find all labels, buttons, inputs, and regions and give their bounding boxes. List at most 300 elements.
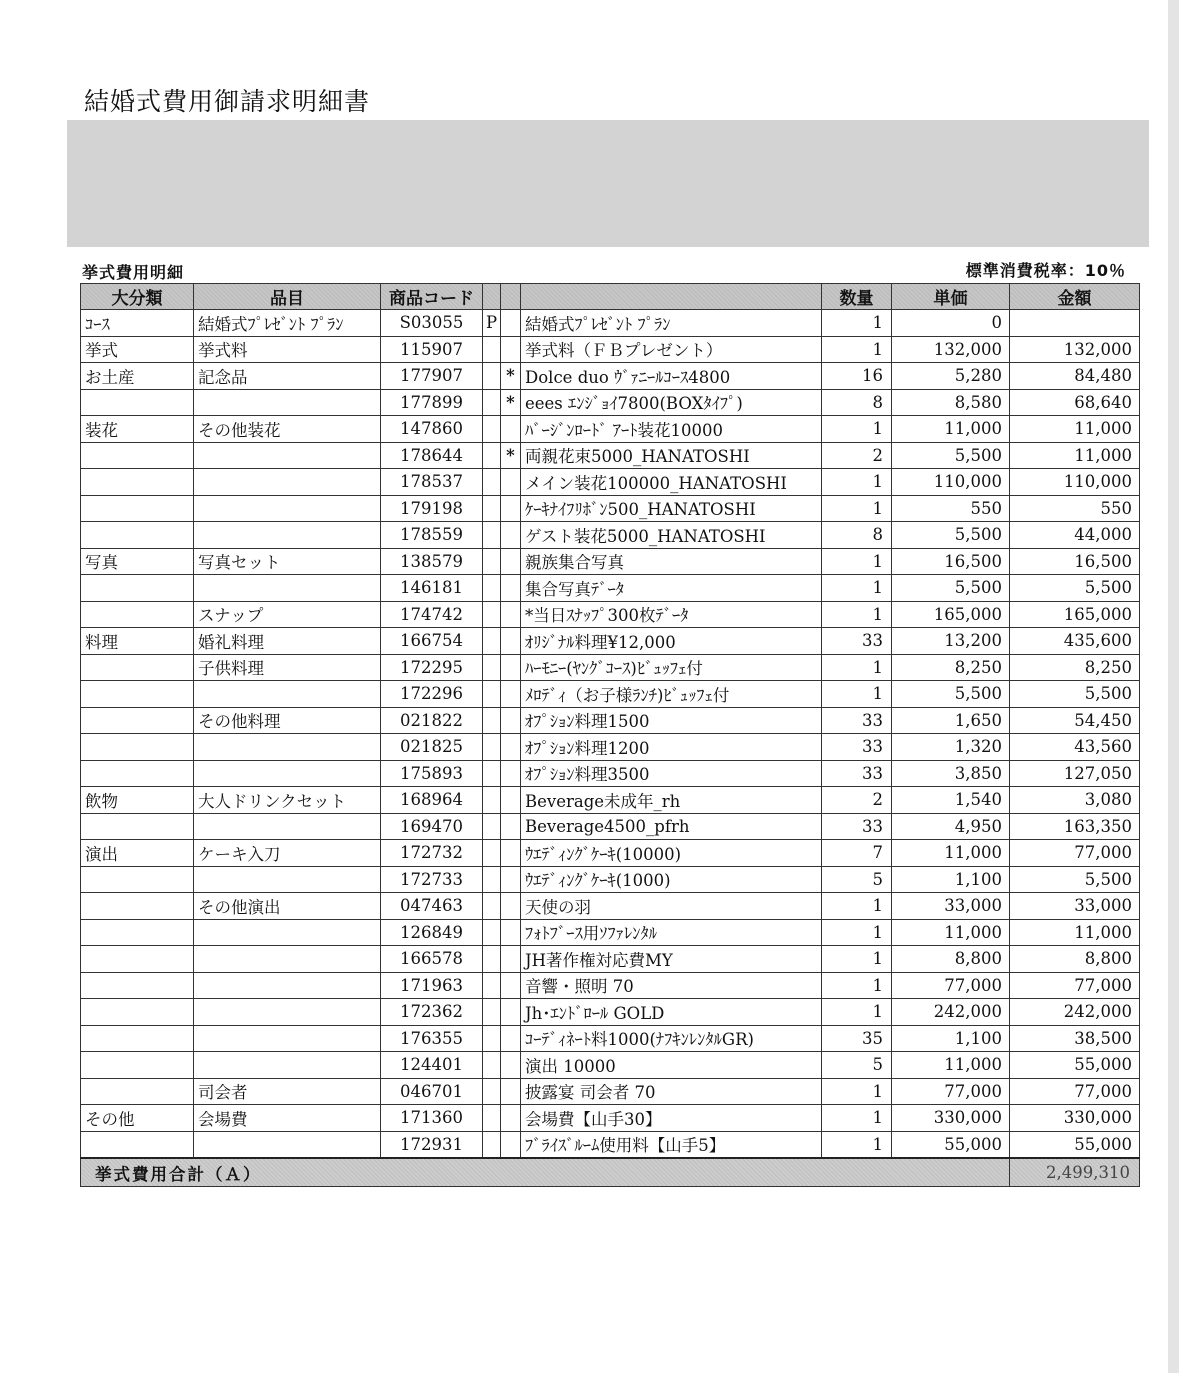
item-cell: 写真セット bbox=[194, 548, 381, 575]
item-cell: 司会者 bbox=[194, 1078, 381, 1105]
mark-cell bbox=[501, 310, 521, 337]
p-flag-cell bbox=[483, 681, 501, 708]
table-header-row bbox=[81, 284, 1140, 310]
amount-cell: 3,080 bbox=[1010, 787, 1140, 814]
document-title: 結婚式費用御請求明細書 bbox=[84, 87, 371, 116]
mark-cell bbox=[501, 416, 521, 443]
mark-cell bbox=[501, 601, 521, 628]
product-name-cell: ｺｰﾃﾞｨﾈｰﾄ料1000(ﾅﾌｷﾝﾚﾝﾀﾙGR) bbox=[521, 1025, 822, 1052]
major-category-cell bbox=[81, 919, 194, 946]
total-label: 挙式費用合計（Ａ） bbox=[81, 1158, 1010, 1187]
amount-cell: 84,480 bbox=[1010, 363, 1140, 390]
p-flag-cell bbox=[483, 363, 501, 390]
table-row bbox=[81, 654, 1140, 681]
item-cell bbox=[194, 1052, 381, 1079]
mark-cell bbox=[501, 919, 521, 946]
item-cell: 婚礼料理 bbox=[194, 628, 381, 655]
mark-cell bbox=[501, 681, 521, 708]
amount-cell: 68,640 bbox=[1010, 389, 1140, 416]
unit-price-cell: 5,500 bbox=[892, 681, 1010, 708]
amount-cell: 110,000 bbox=[1010, 469, 1140, 496]
major-category-cell bbox=[81, 389, 194, 416]
major-category-cell bbox=[81, 813, 194, 840]
p-flag-cell bbox=[483, 1052, 501, 1079]
amount-cell: 165,000 bbox=[1010, 601, 1140, 628]
quantity-cell: 1 bbox=[822, 601, 892, 628]
product-name-cell: 親族集合写真 bbox=[521, 548, 822, 575]
p-flag-cell: P bbox=[483, 310, 501, 337]
amount-cell: 11,000 bbox=[1010, 919, 1140, 946]
quantity-cell: 16 bbox=[822, 363, 892, 390]
item-cell bbox=[194, 760, 381, 787]
unit-price-cell: 110,000 bbox=[892, 469, 1010, 496]
quantity-cell: 1 bbox=[822, 654, 892, 681]
product-code-cell: 166578 bbox=[381, 946, 483, 973]
p-flag-cell bbox=[483, 866, 501, 893]
major-category-cell bbox=[81, 893, 194, 920]
unit-price-cell: 1,100 bbox=[892, 1025, 1010, 1052]
product-code-cell: 146181 bbox=[381, 575, 483, 602]
header-quantity: 数量 bbox=[822, 284, 892, 310]
table-row bbox=[81, 442, 1140, 469]
mark-cell bbox=[501, 840, 521, 867]
item-cell: スナップ bbox=[194, 601, 381, 628]
p-flag-cell bbox=[483, 469, 501, 496]
major-category-cell: ｺｰｽ bbox=[81, 310, 194, 337]
mark-cell bbox=[501, 946, 521, 973]
amount-cell: 127,050 bbox=[1010, 760, 1140, 787]
table-row bbox=[81, 1052, 1140, 1079]
item-cell bbox=[194, 389, 381, 416]
amount-cell: 435,600 bbox=[1010, 628, 1140, 655]
quantity-cell: 8 bbox=[822, 389, 892, 416]
header-blank-mark bbox=[501, 284, 521, 310]
unit-price-cell: 1,100 bbox=[892, 866, 1010, 893]
mark-cell bbox=[501, 1131, 521, 1158]
amount-cell: 77,000 bbox=[1010, 840, 1140, 867]
major-category-cell bbox=[81, 760, 194, 787]
major-category-cell bbox=[81, 681, 194, 708]
major-category-cell bbox=[81, 601, 194, 628]
product-code-cell: 126849 bbox=[381, 919, 483, 946]
unit-price-cell: 4,950 bbox=[892, 813, 1010, 840]
p-flag-cell bbox=[483, 707, 501, 734]
unit-price-cell: 11,000 bbox=[892, 840, 1010, 867]
item-cell bbox=[194, 813, 381, 840]
item-cell bbox=[194, 946, 381, 973]
product-name-cell: Dolce duo ｳﾞｧﾆｰﾙｺｰｽ4800 bbox=[521, 363, 822, 390]
quantity-cell: 1 bbox=[822, 1078, 892, 1105]
product-code-cell: 166754 bbox=[381, 628, 483, 655]
quantity-cell: 5 bbox=[822, 866, 892, 893]
table-row bbox=[81, 416, 1140, 443]
product-name-cell: 演出 10000 bbox=[521, 1052, 822, 1079]
table-row bbox=[81, 734, 1140, 761]
amount-cell: 132,000 bbox=[1010, 336, 1140, 363]
p-flag-cell bbox=[483, 919, 501, 946]
major-category-cell bbox=[81, 1052, 194, 1079]
unit-price-cell: 5,500 bbox=[892, 442, 1010, 469]
product-code-cell: 138579 bbox=[381, 548, 483, 575]
header-amount: 金額 bbox=[1010, 284, 1140, 310]
unit-price-cell: 550 bbox=[892, 495, 1010, 522]
table-row bbox=[81, 707, 1140, 734]
item-cell: 記念品 bbox=[194, 363, 381, 390]
amount-cell: 330,000 bbox=[1010, 1105, 1140, 1132]
product-code-cell: 047463 bbox=[381, 893, 483, 920]
header-product-name bbox=[521, 284, 822, 310]
product-code-cell: 169470 bbox=[381, 813, 483, 840]
product-name-cell: ﾌｫﾄﾌﾞｰｽ用ｿﾌｧﾚﾝﾀﾙ bbox=[521, 919, 822, 946]
product-code-cell: 178559 bbox=[381, 522, 483, 549]
item-cell: 結婚式ﾌﾟﾚｾﾞﾝﾄ ﾌﾟﾗﾝ bbox=[194, 310, 381, 337]
product-name-cell: ﾌﾞﾗｲｽﾞﾙｰﾑ使用料【山手5】 bbox=[521, 1131, 822, 1158]
p-flag-cell bbox=[483, 840, 501, 867]
item-cell bbox=[194, 495, 381, 522]
item-cell: 子供料理 bbox=[194, 654, 381, 681]
p-flag-cell bbox=[483, 972, 501, 999]
p-flag-cell bbox=[483, 548, 501, 575]
product-name-cell: 披露宴 司会者 70 bbox=[521, 1078, 822, 1105]
unit-price-cell: 3,850 bbox=[892, 760, 1010, 787]
table-row bbox=[81, 522, 1140, 549]
major-category-cell: 装花 bbox=[81, 416, 194, 443]
product-code-cell: 172295 bbox=[381, 654, 483, 681]
product-code-cell: 174742 bbox=[381, 601, 483, 628]
major-category-cell bbox=[81, 522, 194, 549]
mark-cell bbox=[501, 469, 521, 496]
p-flag-cell bbox=[483, 999, 501, 1026]
quantity-cell: 7 bbox=[822, 840, 892, 867]
product-name-cell: ｳｴﾃﾞｨﾝｸﾞｹｰｷ(10000) bbox=[521, 840, 822, 867]
mark-cell bbox=[501, 522, 521, 549]
unit-price-cell: 132,000 bbox=[892, 336, 1010, 363]
p-flag-cell bbox=[483, 336, 501, 363]
quantity-cell: 1 bbox=[822, 972, 892, 999]
quantity-cell: 2 bbox=[822, 787, 892, 814]
p-flag-cell bbox=[483, 760, 501, 787]
major-category-cell: 挙式 bbox=[81, 336, 194, 363]
product-name-cell: ｵﾌﾟｼｮﾝ料理1200 bbox=[521, 734, 822, 761]
item-cell: その他演出 bbox=[194, 893, 381, 920]
table-row bbox=[81, 495, 1140, 522]
product-name-cell: 挙式料（ＦＢプレゼント） bbox=[521, 336, 822, 363]
product-code-cell: 177899 bbox=[381, 389, 483, 416]
mark-cell bbox=[501, 336, 521, 363]
amount-cell: 38,500 bbox=[1010, 1025, 1140, 1052]
unit-price-cell: 0 bbox=[892, 310, 1010, 337]
mark-cell: * bbox=[501, 389, 521, 416]
quantity-cell: 8 bbox=[822, 522, 892, 549]
amount-cell: 55,000 bbox=[1010, 1131, 1140, 1158]
header-blank-p bbox=[483, 284, 501, 310]
product-name-cell: 結婚式ﾌﾟﾚｾﾞﾝﾄ ﾌﾟﾗﾝ bbox=[521, 310, 822, 337]
mark-cell bbox=[501, 813, 521, 840]
item-cell bbox=[194, 1131, 381, 1158]
quantity-cell: 33 bbox=[822, 707, 892, 734]
item-cell bbox=[194, 919, 381, 946]
product-code-cell: S03055 bbox=[381, 310, 483, 337]
item-cell bbox=[194, 999, 381, 1026]
product-name-cell: Beverage未成年_rh bbox=[521, 787, 822, 814]
mark-cell bbox=[501, 760, 521, 787]
product-code-cell: 021825 bbox=[381, 734, 483, 761]
major-category-cell: 演出 bbox=[81, 840, 194, 867]
p-flag-cell bbox=[483, 1078, 501, 1105]
unit-price-cell: 330,000 bbox=[892, 1105, 1010, 1132]
table-row bbox=[81, 813, 1140, 840]
amount-cell: 163,350 bbox=[1010, 813, 1140, 840]
redacted-block bbox=[67, 120, 1149, 247]
quantity-cell: 1 bbox=[822, 548, 892, 575]
item-cell bbox=[194, 972, 381, 999]
amount-cell: 8,250 bbox=[1010, 654, 1140, 681]
major-category-cell bbox=[81, 972, 194, 999]
quantity-cell: 1 bbox=[822, 946, 892, 973]
p-flag-cell bbox=[483, 1105, 501, 1132]
mark-cell bbox=[501, 1105, 521, 1132]
table-row bbox=[81, 389, 1140, 416]
major-category-cell bbox=[81, 707, 194, 734]
table-row bbox=[81, 363, 1140, 390]
table-row bbox=[81, 548, 1140, 575]
product-code-cell: 175893 bbox=[381, 760, 483, 787]
unit-price-cell: 5,500 bbox=[892, 575, 1010, 602]
product-code-cell: 021822 bbox=[381, 707, 483, 734]
quantity-cell: 1 bbox=[822, 1131, 892, 1158]
unit-price-cell: 165,000 bbox=[892, 601, 1010, 628]
mark-cell bbox=[501, 548, 521, 575]
item-cell: ケーキ入刀 bbox=[194, 840, 381, 867]
amount-cell: 77,000 bbox=[1010, 1078, 1140, 1105]
product-name-cell: 会場費【山手30】 bbox=[521, 1105, 822, 1132]
table-row bbox=[81, 628, 1140, 655]
product-code-cell: 171360 bbox=[381, 1105, 483, 1132]
amount-cell: 11,000 bbox=[1010, 416, 1140, 443]
unit-price-cell: 1,540 bbox=[892, 787, 1010, 814]
mark-cell bbox=[501, 1052, 521, 1079]
product-name-cell: 天使の羽 bbox=[521, 893, 822, 920]
amount-cell bbox=[1010, 310, 1140, 337]
amount-cell: 33,000 bbox=[1010, 893, 1140, 920]
product-name-cell: ﾊｰﾓﾆｰ(ﾔﾝｸﾞｺｰｽ)ﾋﾞｭｯﾌｪ付 bbox=[521, 654, 822, 681]
table-row bbox=[81, 310, 1140, 337]
amount-cell: 77,000 bbox=[1010, 972, 1140, 999]
major-category-cell: その他 bbox=[81, 1105, 194, 1132]
unit-price-cell: 77,000 bbox=[892, 972, 1010, 999]
major-category-cell bbox=[81, 1025, 194, 1052]
amount-cell: 54,450 bbox=[1010, 707, 1140, 734]
product-code-cell: 177907 bbox=[381, 363, 483, 390]
amount-cell: 8,800 bbox=[1010, 946, 1140, 973]
product-name-cell: JH著作権対応費MY bbox=[521, 946, 822, 973]
p-flag-cell bbox=[483, 946, 501, 973]
major-category-cell bbox=[81, 866, 194, 893]
mark-cell bbox=[501, 1078, 521, 1105]
p-flag-cell bbox=[483, 893, 501, 920]
quantity-cell: 1 bbox=[822, 336, 892, 363]
amount-cell: 55,000 bbox=[1010, 1052, 1140, 1079]
product-name-cell: ｳｴﾃﾞｨﾝｸﾞｹｰｷ(1000) bbox=[521, 866, 822, 893]
p-flag-cell bbox=[483, 416, 501, 443]
item-cell bbox=[194, 575, 381, 602]
major-category-cell bbox=[81, 495, 194, 522]
unit-price-cell: 55,000 bbox=[892, 1131, 1010, 1158]
product-name-cell: ﾊﾞｰｼﾞﾝﾛｰﾄﾞ ｱｰﾄ装花10000 bbox=[521, 416, 822, 443]
amount-cell: 11,000 bbox=[1010, 442, 1140, 469]
quantity-cell: 33 bbox=[822, 734, 892, 761]
product-code-cell: 172732 bbox=[381, 840, 483, 867]
unit-price-cell: 11,000 bbox=[892, 1052, 1010, 1079]
quantity-cell: 1 bbox=[822, 919, 892, 946]
quantity-cell: 33 bbox=[822, 760, 892, 787]
table-row bbox=[81, 575, 1140, 602]
amount-cell: 16,500 bbox=[1010, 548, 1140, 575]
table-row bbox=[81, 760, 1140, 787]
p-flag-cell bbox=[483, 1025, 501, 1052]
quantity-cell: 1 bbox=[822, 1105, 892, 1132]
unit-price-cell: 1,320 bbox=[892, 734, 1010, 761]
unit-price-cell: 1,650 bbox=[892, 707, 1010, 734]
amount-cell: 242,000 bbox=[1010, 999, 1140, 1026]
product-code-cell: 172362 bbox=[381, 999, 483, 1026]
table-row bbox=[81, 999, 1140, 1026]
amount-cell: 43,560 bbox=[1010, 734, 1140, 761]
p-flag-cell bbox=[483, 813, 501, 840]
amount-cell: 5,500 bbox=[1010, 866, 1140, 893]
major-category-cell: 料理 bbox=[81, 628, 194, 655]
item-cell bbox=[194, 734, 381, 761]
amount-cell: 44,000 bbox=[1010, 522, 1140, 549]
product-name-cell: Beverage4500_pfrh bbox=[521, 813, 822, 840]
product-code-cell: 115907 bbox=[381, 336, 483, 363]
header-product-code: 商品コード bbox=[381, 284, 483, 310]
product-name-cell: ｵﾌﾟｼｮﾝ料理1500 bbox=[521, 707, 822, 734]
unit-price-cell: 77,000 bbox=[892, 1078, 1010, 1105]
mark-cell bbox=[501, 734, 521, 761]
item-cell: 大人ドリンクセット bbox=[194, 787, 381, 814]
major-category-cell bbox=[81, 575, 194, 602]
header-unit-price: 単価 bbox=[892, 284, 1010, 310]
major-category-cell bbox=[81, 946, 194, 973]
quantity-cell: 1 bbox=[822, 310, 892, 337]
table-row bbox=[81, 469, 1140, 496]
major-category-cell bbox=[81, 999, 194, 1026]
total-row bbox=[81, 1158, 1140, 1187]
product-code-cell: 172296 bbox=[381, 681, 483, 708]
item-cell bbox=[194, 469, 381, 496]
major-category-cell bbox=[81, 1131, 194, 1158]
major-category-cell: 写真 bbox=[81, 548, 194, 575]
p-flag-cell bbox=[483, 522, 501, 549]
table-row bbox=[81, 601, 1140, 628]
mark-cell bbox=[501, 972, 521, 999]
unit-price-cell: 8,800 bbox=[892, 946, 1010, 973]
table-row bbox=[81, 1131, 1140, 1158]
mark-cell bbox=[501, 628, 521, 655]
item-cell bbox=[194, 1025, 381, 1052]
product-code-cell: 172733 bbox=[381, 866, 483, 893]
item-cell: 挙式料 bbox=[194, 336, 381, 363]
mark-cell bbox=[501, 654, 521, 681]
product-name-cell: 両親花束5000_HANATOSHI bbox=[521, 442, 822, 469]
product-code-cell: 172931 bbox=[381, 1131, 483, 1158]
quantity-cell: 1 bbox=[822, 495, 892, 522]
major-category-cell bbox=[81, 654, 194, 681]
mark-cell bbox=[501, 575, 521, 602]
unit-price-cell: 242,000 bbox=[892, 999, 1010, 1026]
major-category-cell bbox=[81, 469, 194, 496]
mark-cell bbox=[501, 1025, 521, 1052]
product-name-cell: 集合写真ﾃﾞｰﾀ bbox=[521, 575, 822, 602]
unit-price-cell: 5,500 bbox=[892, 522, 1010, 549]
major-category-cell: 飲物 bbox=[81, 787, 194, 814]
unit-price-cell: 8,250 bbox=[892, 654, 1010, 681]
mark-cell: * bbox=[501, 363, 521, 390]
table-row bbox=[81, 681, 1140, 708]
mark-cell: * bbox=[501, 442, 521, 469]
product-code-cell: 046701 bbox=[381, 1078, 483, 1105]
product-name-cell: *当日ｽﾅｯﾌﾟ300枚ﾃﾞｰﾀ bbox=[521, 601, 822, 628]
product-code-cell: 178644 bbox=[381, 442, 483, 469]
amount-cell: 5,500 bbox=[1010, 681, 1140, 708]
unit-price-cell: 8,580 bbox=[892, 389, 1010, 416]
product-name-cell: メイン装花100000_HANATOSHI bbox=[521, 469, 822, 496]
major-category-cell bbox=[81, 442, 194, 469]
mark-cell bbox=[501, 787, 521, 814]
item-cell bbox=[194, 681, 381, 708]
item-cell bbox=[194, 522, 381, 549]
unit-price-cell: 13,200 bbox=[892, 628, 1010, 655]
quantity-cell: 33 bbox=[822, 813, 892, 840]
unit-price-cell: 11,000 bbox=[892, 919, 1010, 946]
amount-cell: 5,500 bbox=[1010, 575, 1140, 602]
table-row bbox=[81, 787, 1140, 814]
unit-price-cell: 5,280 bbox=[892, 363, 1010, 390]
p-flag-cell bbox=[483, 601, 501, 628]
item-cell: 会場費 bbox=[194, 1105, 381, 1132]
item-cell: その他装花 bbox=[194, 416, 381, 443]
header-item: 品目 bbox=[194, 284, 381, 310]
table-row bbox=[81, 866, 1140, 893]
mark-cell bbox=[501, 999, 521, 1026]
quantity-cell: 1 bbox=[822, 999, 892, 1026]
table-row bbox=[81, 893, 1140, 920]
header-major-category: 大分類 bbox=[81, 284, 194, 310]
major-category-cell bbox=[81, 734, 194, 761]
total-amount: 2,499,310 bbox=[1010, 1158, 1140, 1187]
product-name-cell: eees ｴﾝｼﾞｮｲ7800(BOXﾀｲﾌﾟ) bbox=[521, 389, 822, 416]
quantity-cell: 1 bbox=[822, 893, 892, 920]
p-flag-cell bbox=[483, 495, 501, 522]
mark-cell bbox=[501, 707, 521, 734]
table-row bbox=[81, 840, 1140, 867]
quantity-cell: 35 bbox=[822, 1025, 892, 1052]
major-category-cell: お土産 bbox=[81, 363, 194, 390]
table-row bbox=[81, 972, 1140, 999]
unit-price-cell: 33,000 bbox=[892, 893, 1010, 920]
table-row bbox=[81, 946, 1140, 973]
product-code-cell: 171963 bbox=[381, 972, 483, 999]
product-name-cell: ｵﾘｼﾞﾅﾙ料理¥12,000 bbox=[521, 628, 822, 655]
quantity-cell: 5 bbox=[822, 1052, 892, 1079]
product-name-cell: ｹｰｷﾅｲﾌﾘﾎﾞﾝ500_HANATOSHI bbox=[521, 495, 822, 522]
product-name-cell: ｵﾌﾟｼｮﾝ料理3500 bbox=[521, 760, 822, 787]
p-flag-cell bbox=[483, 442, 501, 469]
table-row bbox=[81, 919, 1140, 946]
product-name-cell: 音響・照明 70 bbox=[521, 972, 822, 999]
amount-cell: 550 bbox=[1010, 495, 1140, 522]
